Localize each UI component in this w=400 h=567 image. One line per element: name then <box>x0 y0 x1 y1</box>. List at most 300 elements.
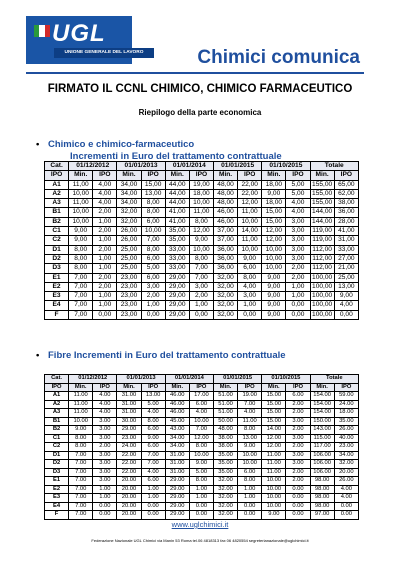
value-cell: 2,00 <box>93 273 117 282</box>
value-cell: 9,00 <box>262 301 286 310</box>
value-cell: 18,00 <box>262 180 286 189</box>
category-cell: E3 <box>45 494 69 503</box>
flag-icon <box>34 25 50 37</box>
column-header: 01/12/2012 <box>69 375 117 384</box>
value-cell: 7,00 <box>69 310 93 319</box>
value-cell: 6.00 <box>141 426 165 435</box>
value-cell: 9.00 <box>189 460 213 469</box>
value-cell: 98.00 <box>310 494 334 503</box>
category-cell: A3 <box>45 199 69 208</box>
value-cell: 9,00 <box>262 292 286 301</box>
value-cell: 4.00 <box>141 409 165 418</box>
value-cell: 8.00 <box>238 426 262 435</box>
value-cell: 20.00 <box>117 494 141 503</box>
value-cell: 11.00 <box>69 392 93 401</box>
value-cell: 9,00 <box>334 292 358 301</box>
value-cell: 20.00 <box>117 477 141 486</box>
value-cell: 11,00 <box>238 236 262 245</box>
value-cell: 4,00 <box>286 199 310 208</box>
column-subheader: Min. <box>213 383 237 392</box>
value-cell: 0,00 <box>141 310 165 319</box>
value-cell: 8.00 <box>189 443 213 452</box>
value-cell: 4,00 <box>93 189 117 198</box>
value-cell: 15.00 <box>262 409 286 418</box>
value-cell: 0,00 <box>189 310 213 319</box>
value-cell: 31.00 <box>165 460 189 469</box>
value-cell: 6,00 <box>141 254 165 263</box>
category-cell: C2 <box>45 443 69 452</box>
value-cell: 10,00 <box>262 254 286 263</box>
value-cell: 21,00 <box>334 264 358 273</box>
value-cell: 24.00 <box>117 443 141 452</box>
value-cell: 37,00 <box>213 236 237 245</box>
column-subheader: Min. <box>69 171 93 180</box>
value-cell: 51.00 <box>213 400 237 409</box>
value-cell: 10,00 <box>262 245 286 254</box>
value-cell: 29.00 <box>165 477 189 486</box>
value-cell: 100,00 <box>312 310 333 318</box>
value-cell: 10,00 <box>69 217 93 226</box>
value-cell: 10,00 <box>69 208 93 217</box>
category-cell: B2 <box>45 217 69 226</box>
fibre-table <box>44 374 359 520</box>
value-cell: 0.00 <box>334 502 358 511</box>
value-cell: 46,00 <box>213 217 237 226</box>
value-cell: 32,00 <box>117 208 141 217</box>
value-cell: 9,00 <box>262 273 286 282</box>
value-cell: 9.00 <box>141 434 165 443</box>
value-cell: 1,00 <box>93 236 117 245</box>
value-cell: 2.00 <box>286 426 310 435</box>
value-cell: 1.00 <box>189 485 213 494</box>
value-cell: 22.00 <box>117 460 141 469</box>
column-header: 01/12/2012 <box>69 162 117 171</box>
table-row <box>45 451 359 460</box>
value-cell: 0.00 <box>189 502 213 511</box>
value-cell: 32.00 <box>213 502 237 511</box>
category-cell: A2 <box>45 189 69 198</box>
table-row <box>45 292 359 301</box>
value-cell: 8.00 <box>238 477 262 486</box>
value-cell: 7.00 <box>69 460 93 469</box>
value-cell: 4.00 <box>141 468 165 477</box>
value-cell: 28,00 <box>334 217 358 226</box>
value-cell: 1,00 <box>286 282 310 291</box>
value-cell: 1,00 <box>189 301 213 310</box>
value-cell: 25,00 <box>334 273 358 282</box>
value-cell: 29.00 <box>165 502 189 511</box>
value-cell: 5.00 <box>141 400 165 409</box>
value-cell: 1.00 <box>238 494 262 503</box>
value-cell: 3,00 <box>238 292 262 301</box>
value-cell: 2.00 <box>286 443 310 452</box>
column-header: 01/10/2015 <box>262 375 310 384</box>
column-subheader: Min. <box>165 171 189 180</box>
value-cell: 119,00 <box>310 236 334 245</box>
value-cell: 117.00 <box>310 443 334 452</box>
value-cell: 7.00 <box>69 468 93 477</box>
value-cell: 34,00 <box>117 189 141 198</box>
page-title: Chimici comunica <box>197 47 360 68</box>
column-header: 01/01/2014 <box>165 375 213 384</box>
table-row <box>45 264 359 273</box>
table-row <box>45 443 359 452</box>
value-cell: 15,00 <box>262 208 286 217</box>
value-cell: 11.00 <box>262 468 286 477</box>
value-cell: 10.00 <box>189 451 213 460</box>
value-cell: 0,00 <box>286 310 310 319</box>
value-cell: 22.00 <box>117 451 141 460</box>
value-cell: 1,00 <box>286 292 310 301</box>
value-cell: 51.00 <box>213 409 237 418</box>
column-subheader: Min. <box>117 171 141 180</box>
value-cell: 38.00 <box>213 434 237 443</box>
table-row <box>45 254 359 263</box>
value-cell: 3,00 <box>286 227 310 236</box>
column-header: 01/10/2015 <box>262 162 310 171</box>
value-cell: 33,00 <box>334 245 358 254</box>
table-row <box>45 301 359 310</box>
value-cell: 7,00 <box>189 264 213 273</box>
column-subheader: IPO <box>141 171 165 180</box>
value-cell: 12,00 <box>262 227 286 236</box>
value-cell: 8,00 <box>141 199 165 208</box>
table-row <box>45 199 359 208</box>
value-cell: 1,00 <box>93 217 117 226</box>
value-cell: 32,00 <box>213 273 237 282</box>
value-cell: 29.00 <box>165 494 189 503</box>
column-subheader: Min. <box>262 171 286 180</box>
value-cell: 0.00 <box>238 502 262 511</box>
value-cell: 50.00 <box>213 417 237 426</box>
value-cell: 100,00 <box>312 301 333 309</box>
value-cell: 9,00 <box>69 236 93 245</box>
value-cell: 3.00 <box>93 417 117 426</box>
table-row <box>45 189 359 198</box>
value-cell: 7.00 <box>69 502 93 511</box>
value-cell: 23,00 <box>117 301 141 310</box>
value-cell: 43.00 <box>165 426 189 435</box>
value-cell: 4.00 <box>334 485 358 494</box>
table-header-row <box>45 375 359 384</box>
value-cell: 44,00 <box>165 189 189 198</box>
value-cell: 29,00 <box>165 310 189 319</box>
value-cell: 31.00 <box>117 392 141 401</box>
value-cell: 8.00 <box>69 443 93 452</box>
value-cell: 11,00 <box>189 208 213 217</box>
value-cell: 35.00 <box>213 451 237 460</box>
value-cell: 6.00 <box>141 477 165 486</box>
value-cell: 25,00 <box>117 254 141 263</box>
table-row <box>45 310 359 319</box>
column-subheader: IPO <box>189 171 213 180</box>
document-heading: FIRMATO IL CCNL CHIMICO, CHIMICO FARMACEUTICO <box>47 83 353 95</box>
value-cell: 19.00 <box>238 392 262 401</box>
value-cell: 36,00 <box>213 245 237 254</box>
value-cell: 3.00 <box>93 460 117 469</box>
value-cell: 3.00 <box>93 468 117 477</box>
value-cell: 0.00 <box>286 511 310 520</box>
value-cell: 155,00 <box>312 199 333 207</box>
value-cell: 7,00 <box>69 273 93 282</box>
value-cell: 144,00 <box>312 208 333 216</box>
value-cell: 3,00 <box>286 254 310 263</box>
value-cell: 5,00 <box>141 264 165 273</box>
value-cell: 35.00 <box>334 417 358 426</box>
value-cell: 48,00 <box>213 189 237 198</box>
website-link[interactable]: www.uglchimici.it <box>171 520 229 529</box>
value-cell: 1,00 <box>93 254 117 263</box>
value-cell: 9.00 <box>262 511 286 520</box>
value-cell: 23,00 <box>117 273 141 282</box>
value-cell: 9.00 <box>238 443 262 452</box>
value-cell: 36,00 <box>213 264 237 273</box>
value-cell: 5.00 <box>189 468 213 477</box>
value-cell: 155,00 <box>312 180 333 188</box>
value-cell: 9,00 <box>238 254 262 263</box>
table-row <box>45 208 359 217</box>
value-cell: 7.00 <box>69 511 93 520</box>
category-cell: A3 <box>45 409 69 418</box>
value-cell: 11,00 <box>69 180 93 189</box>
value-cell: 7,00 <box>69 292 93 301</box>
column-subheader: IPO <box>45 383 69 392</box>
value-cell: 1,00 <box>238 301 262 310</box>
value-cell: 65,00 <box>334 180 358 189</box>
value-cell: 62,00 <box>334 189 358 198</box>
column-header: 01/01/2014 <box>165 162 213 171</box>
value-cell: 2,00 <box>286 264 310 273</box>
value-cell: 35.00 <box>213 460 237 469</box>
table-row <box>45 417 359 426</box>
value-cell: 15,00 <box>141 180 165 189</box>
value-cell: 22,00 <box>238 180 262 189</box>
value-cell: 29,00 <box>165 273 189 282</box>
value-cell: 11.00 <box>262 451 286 460</box>
column-subheader: Min. <box>165 383 189 392</box>
value-cell: 4,00 <box>93 199 117 208</box>
value-cell: 46,00 <box>213 208 237 217</box>
value-cell: 4,00 <box>93 180 117 189</box>
category-cell: C2 <box>45 236 69 245</box>
value-cell: 3,00 <box>141 282 165 291</box>
table-row <box>45 434 359 443</box>
value-cell: 0,00 <box>334 310 358 319</box>
value-cell: 31,00 <box>334 236 358 245</box>
value-cell: 8.00 <box>141 417 165 426</box>
value-cell: 6,00 <box>238 264 262 273</box>
column-header: Totale <box>310 162 358 171</box>
value-cell: 51.00 <box>213 392 237 401</box>
value-cell: 29,00 <box>165 282 189 291</box>
column-header: Totale <box>310 375 358 384</box>
column-subheader: IPO <box>334 171 358 180</box>
value-cell: 10.00 <box>262 485 286 494</box>
value-cell: 1.00 <box>141 485 165 494</box>
category-cell: C1 <box>45 227 69 236</box>
column-header: 01/01/2015 <box>213 375 261 384</box>
value-cell: 8,00 <box>69 254 93 263</box>
value-cell: 34.00 <box>165 443 189 452</box>
value-cell: 10.00 <box>238 460 262 469</box>
table-row <box>45 282 359 291</box>
value-cell: 100,00 <box>312 292 333 300</box>
value-cell: 24.00 <box>334 400 358 409</box>
value-cell: 10.00 <box>69 417 93 426</box>
value-cell: 0.00 <box>334 511 358 520</box>
value-cell: 4.00 <box>334 494 358 503</box>
value-cell: 6.00 <box>286 392 310 401</box>
category-cell: B2 <box>45 426 69 435</box>
value-cell: 9,00 <box>262 189 286 198</box>
table-row <box>45 485 359 494</box>
value-cell: 32,00 <box>213 301 237 310</box>
value-cell: 10.00 <box>238 451 262 460</box>
value-cell: 11,00 <box>69 199 93 208</box>
value-cell: 10,00 <box>189 199 213 208</box>
value-cell: 2.00 <box>286 477 310 486</box>
value-cell: 12,00 <box>262 236 286 245</box>
value-cell: 48,00 <box>213 199 237 208</box>
value-cell: 3.00 <box>93 434 117 443</box>
value-cell: 4,00 <box>238 282 262 291</box>
category-cell: E2 <box>45 485 69 494</box>
value-cell: 7.00 <box>69 451 93 460</box>
value-cell: 26,00 <box>117 236 141 245</box>
category-cell: E3 <box>45 292 69 301</box>
value-cell: 106.00 <box>310 451 334 460</box>
section1-title <box>36 139 195 150</box>
value-cell: 10,00 <box>189 245 213 254</box>
value-cell: 2,00 <box>93 227 117 236</box>
value-cell: 1,00 <box>93 292 117 301</box>
category-cell: A2 <box>45 400 69 409</box>
value-cell: 32.00 <box>213 477 237 486</box>
value-cell: 44,00 <box>165 199 189 208</box>
column-subheader: Min. <box>310 383 334 392</box>
value-cell: 3.00 <box>286 451 310 460</box>
value-cell: 3.00 <box>93 451 117 460</box>
value-cell: 112,00 <box>310 254 334 263</box>
category-cell: E1 <box>45 477 69 486</box>
value-cell: 1,00 <box>93 264 117 273</box>
value-cell: 32.00 <box>334 460 358 469</box>
value-cell: 9,00 <box>189 236 213 245</box>
value-cell: 12,00 <box>238 199 262 208</box>
table-row <box>45 217 359 226</box>
value-cell: 7,00 <box>69 282 93 291</box>
value-cell: 0,00 <box>238 310 262 319</box>
value-cell: 32,00 <box>117 217 141 226</box>
value-cell: 3.00 <box>286 434 310 443</box>
value-cell: 32,00 <box>213 282 237 291</box>
table-row <box>45 180 359 189</box>
value-cell: 6,00 <box>141 217 165 226</box>
category-cell: D1 <box>45 245 69 254</box>
value-cell: 11,00 <box>238 208 262 217</box>
column-subheader: IPO <box>45 171 69 180</box>
value-cell: 9,00 <box>262 282 286 291</box>
value-cell: 32,00 <box>213 310 237 319</box>
value-cell: 0.00 <box>93 502 117 511</box>
value-cell: 106.00 <box>310 460 334 469</box>
value-cell: 10,00 <box>238 245 262 254</box>
value-cell: 106.00 <box>310 468 334 477</box>
category-cell: A1 <box>45 392 69 401</box>
value-cell: 27,00 <box>334 254 358 263</box>
ugl-logo <box>26 16 144 64</box>
table-row <box>45 460 359 469</box>
section1-subtitle: Incrementi in Euro del trattamento contrattuale <box>70 151 282 162</box>
value-cell: 7.00 <box>238 400 262 409</box>
value-cell: 1.00 <box>141 494 165 503</box>
column-header: 01/01/2013 <box>117 162 165 171</box>
value-cell: 13,00 <box>141 189 165 198</box>
value-cell: 0.00 <box>189 511 213 520</box>
value-cell: 31.00 <box>165 468 189 477</box>
table-row <box>45 400 359 409</box>
value-cell: 34.00 <box>165 434 189 443</box>
value-cell: 4.00 <box>238 409 262 418</box>
value-cell: 8,00 <box>189 217 213 226</box>
category-cell: F <box>45 310 69 319</box>
value-cell: 4.00 <box>93 409 117 418</box>
footer-address: Federazione Nazionale UGL Chimici via Manin 53 Roma tel.06 4818313 fax 06 4820554 segreterianazionale@uglchimici.it <box>91 538 309 543</box>
category-cell: D1 <box>45 451 69 460</box>
column-subheader: IPO <box>93 171 117 180</box>
category-cell: E1 <box>45 273 69 282</box>
value-cell: 1.00 <box>93 485 117 494</box>
value-cell: 11.00 <box>69 400 93 409</box>
value-cell: 25,00 <box>117 264 141 273</box>
value-cell: 97.00 <box>310 511 334 520</box>
value-cell: 38,00 <box>334 199 358 208</box>
value-cell: 2.00 <box>286 400 310 409</box>
column-subheader: Min. <box>262 383 286 392</box>
value-cell: 20.00 <box>117 485 141 494</box>
value-cell: 40.00 <box>334 434 358 443</box>
value-cell: 48.00 <box>213 426 237 435</box>
value-cell: 13,00 <box>334 282 358 291</box>
category-cell: D3 <box>45 264 69 273</box>
value-cell: 119,00 <box>310 227 334 236</box>
value-cell: 7.00 <box>141 451 165 460</box>
value-cell: 14.00 <box>262 426 286 435</box>
value-cell: 29.00 <box>165 485 189 494</box>
column-subheader: IPO <box>93 383 117 392</box>
logo-subtitle: UNIONE GENERALE DEL LAVORO <box>54 48 154 58</box>
value-cell: 34,00 <box>117 180 141 189</box>
value-cell: 0,00 <box>286 301 310 310</box>
category-cell: D2 <box>45 254 69 263</box>
value-cell: 2,00 <box>286 273 310 282</box>
value-cell: 20.00 <box>334 468 358 477</box>
value-cell: 10,00 <box>141 227 165 236</box>
category-cell: D2 <box>45 460 69 469</box>
value-cell: 10,00 <box>262 264 286 273</box>
value-cell: 18,00 <box>189 189 213 198</box>
value-cell: 7,00 <box>69 301 93 310</box>
value-cell: 6.00 <box>238 468 262 477</box>
value-cell: 44,00 <box>165 180 189 189</box>
value-cell: 3,00 <box>286 217 310 226</box>
table-row <box>45 236 359 245</box>
value-cell: 3.00 <box>93 426 117 435</box>
value-cell: 6.00 <box>189 400 213 409</box>
value-cell: 29,00 <box>165 292 189 301</box>
value-cell: 18,00 <box>262 199 286 208</box>
category-cell: E4 <box>45 502 69 511</box>
